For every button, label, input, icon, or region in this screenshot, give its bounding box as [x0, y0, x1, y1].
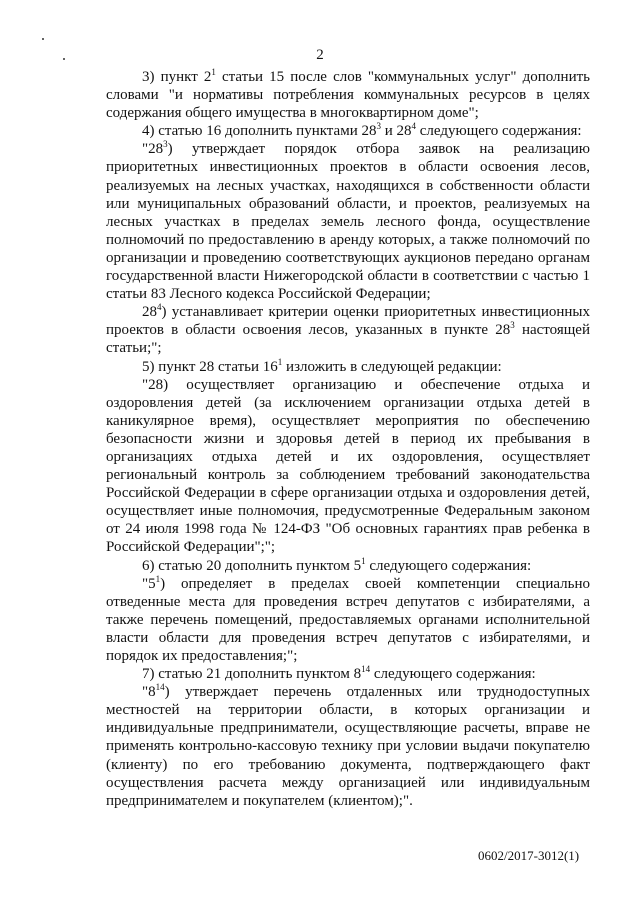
page-number: 2 [316, 47, 324, 63]
superscript-index: 1 [361, 555, 366, 566]
text-run: следующего содержания: [370, 666, 536, 683]
superscript-index: 4 [411, 121, 417, 132]
text-run: следующего содержания: [365, 557, 532, 574]
document-body [106, 68, 590, 810]
superscript-index: 4 [157, 302, 162, 313]
text-run: ) утверждает порядок отбора заявок на реализацию приоритетных инвестиционных проектов в области освоения лесов, реализуемых на лесных участках, находящихся в собственности области или муниципальных образований области, и проектов, реализуемых на лесных участках в пределах земель лесного фонда, осуществление полномочий по предоставлению в аренду которых, а также полномочий по организации и проведению соответствующих аукционов передано органам государственной власти Нижегородской области в соответствии с частью 1 статьи 83 Лесного кодекса Российской Федерации; [106, 141, 590, 303]
text-run: ) утверждает перечень отдаленных или труднодоступных местностей на территории области, в которых организации и индивидуальные предприниматели, осуществляющие расчеты, вправе не применять контрольно-кассовую технику при условии выдачи покупателю (клиенту) по его требованию документа, подтверждающего факт осуществления расчета между организацией или индивидуальным предпринимателем и покупателем (клиентом);". [106, 684, 590, 809]
superscript-index: 14 [155, 682, 165, 693]
superscript-index: 3 [510, 320, 515, 331]
text-run: изложить в следующей редакции: [282, 358, 502, 375]
text-run: 3) пункт 2 [142, 69, 212, 85]
paragraph-item-3 [106, 68, 590, 122]
paragraph-point-28-3 [106, 140, 590, 303]
text-run: ) определяет в пределах своей компетенции специально отведенные места для проведения встреч депутатов с избирателями, а также перечень помещений, предоставляемых органами исполнительной власти области для проведения встреч депутатов с избирателями, и порядок их предоставления;"; [106, 575, 590, 664]
superscript-index: 3 [163, 139, 168, 150]
text-run: "5 [142, 575, 156, 592]
superscript-index: 3 [376, 121, 381, 132]
text-run: 7) статью 21 дополнить пунктом 8 [142, 666, 362, 683]
text-run: "28 [142, 141, 164, 158]
text-run: и 28 [380, 123, 412, 140]
paragraph-point-28 [106, 376, 590, 557]
text-run: 28 [142, 304, 157, 321]
text-run: 6) статью 20 дополнить пунктом 5 [142, 557, 362, 574]
paragraph-item-7 [106, 665, 590, 683]
paragraph-point-5-1 [106, 575, 590, 665]
text-run: 5) пункт 28 статьи 16 [142, 358, 278, 375]
text-run: ) устанавливает критерии оценки приоритетных инвестиционных проектов в области освоения лесов, указанных в пункте 28 [106, 304, 590, 339]
document-code: 0602/2017-3012(1) [478, 848, 580, 863]
text-run: статьи 15 после слов "коммунальных услуг" дополнить словами "и нормативы потребления коммунальных ресурсов в целях содержания общего имущества в многоквартирном доме"; [106, 69, 590, 122]
superscript-index: 14 [361, 664, 371, 675]
superscript-index: 1 [211, 67, 216, 77]
superscript-index: 1 [277, 356, 283, 367]
paragraph-point-8-14 [106, 683, 590, 810]
superscript-index: 1 [155, 573, 161, 584]
text-run: "8 [142, 684, 156, 701]
paragraph-item-4 [106, 122, 590, 140]
text-run: следующего содержания: [416, 123, 582, 140]
text-run: 4) статью 16 дополнить пунктами 28 [142, 123, 377, 140]
paragraph-item-5 [106, 358, 590, 376]
paragraph-point-28-4 [106, 303, 590, 357]
text-run: настоящей статьи;"; [106, 322, 590, 357]
paragraph-item-6 [106, 557, 590, 575]
scan-speck [42, 38, 44, 40]
text-run: "28) осуществляет организацию и обеспечение отдыха и оздоровления детей (за исключением организации отдыха детей в каникулярное время), осуществляет мероприятия по обеспечению безопасности жизни и здоровья детей в период их пребывания в организациях отдыха детей и их оздоровления, осуществляет региональный контроль за соблюдением требований законодательства Российской Федерации в сфере организации отдыха и оздоровления детей, осуществляет иные полномочия, предусмотренные Федеральным законом от 24 июля 1998 года № 124-ФЗ "Об основных гарантиях прав ребенка в Российской Федерации";"; [106, 376, 590, 556]
